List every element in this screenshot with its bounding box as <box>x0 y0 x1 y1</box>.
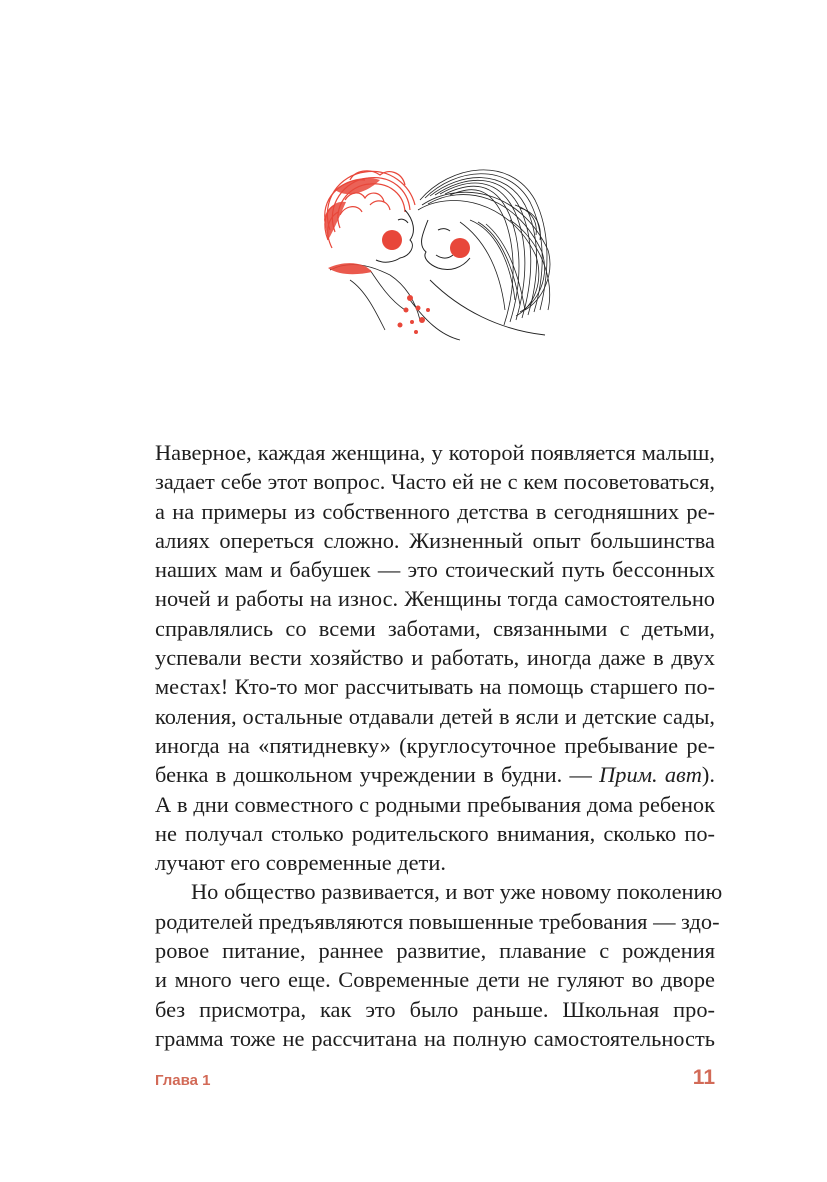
mother-child-illustration <box>310 160 560 350</box>
text-line: Но общество развивается, и вот уже новому поколению <box>191 879 723 905</box>
text-line: лучают его современные дети. <box>155 850 446 876</box>
child-body <box>330 265 420 330</box>
text-line: без присмотра, как это было раньше. Школьная про- <box>155 996 715 1022</box>
child-eye <box>398 219 408 223</box>
note-close: ). <box>701 762 715 788</box>
text-line: коления, остальные отдавали детей в ясли и детские сады, <box>155 703 715 729</box>
mother-hair <box>418 170 550 325</box>
page-number: 11 <box>692 1066 715 1089</box>
text-line: справлялись со всеми заботами, связанными с детьми, <box>155 615 715 641</box>
child-hair-fill <box>335 178 380 194</box>
paragraph-1 <box>155 438 715 877</box>
text-line: задает себе этот вопрос. Часто ей не с кем посоветоваться, <box>155 469 715 495</box>
mother-smile <box>436 255 453 258</box>
body-text <box>155 438 723 1053</box>
text-line: местах! Кто-то мог рассчитывать на помощь старшего по- <box>155 674 715 700</box>
mother-cheek <box>450 238 470 258</box>
paragraph-2 <box>155 877 723 1053</box>
mother-shoulder <box>430 280 545 335</box>
text-line-with-note <box>155 760 715 789</box>
dress-pattern <box>328 263 430 334</box>
text-line: успевали вести хозяйство и работать, иногда даже в двух <box>155 645 715 671</box>
text-line: алиях опереться сложно. Жизненный опыт большинства <box>155 527 715 553</box>
mother-eye <box>438 229 450 231</box>
text-line: не получал столько родительского внимания, сколько по- <box>155 820 715 846</box>
text-line: Наверное, каждая женщина, у которой появляется малыш, <box>155 440 715 465</box>
text-line: ночей и работы на износ. Женщины тогда самостоятельно <box>155 586 715 612</box>
text-line: наших мам и бабушек — это стоический путь бессонных <box>155 557 715 583</box>
text-line: иногда на «пятидневку» (круглосуточное пребывание ре- <box>155 732 715 758</box>
text-line: А в дни совместного с родными пребывания дома ребенок <box>155 791 715 817</box>
text-segment: бенка в дошкольном учреждении в будни. — <box>155 762 592 788</box>
text-line: родителей предъявляются повышенные требования — здо- <box>155 908 720 934</box>
chapter-label: Глава 1 <box>155 1072 211 1089</box>
text-line: грамма тоже не рассчитана на полную самостоятельность <box>155 1025 715 1051</box>
author-note: Прим. авт <box>599 762 702 788</box>
text-line: ровое питание, раннее развитие, плавание с рождения <box>155 938 715 964</box>
child-cheek <box>382 230 402 250</box>
text-line: и много чего еще. Современные дети не гуляют во дворе <box>155 967 715 993</box>
text-line: а на примеры из собственного детства в сегодняшних ре- <box>155 498 715 524</box>
